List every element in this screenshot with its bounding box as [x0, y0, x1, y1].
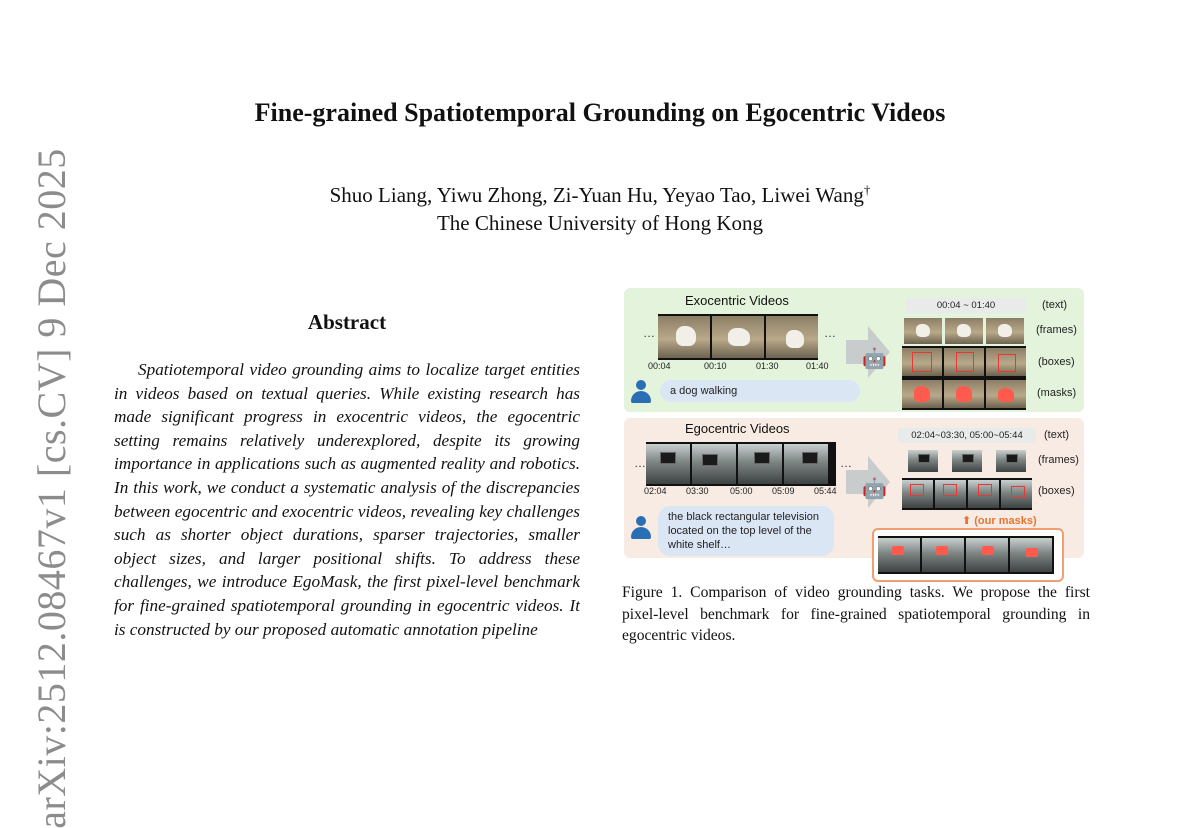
- output-label-boxes: (boxes): [1038, 356, 1075, 368]
- exo-timestamp: 00:04: [648, 361, 671, 371]
- user-icon: [630, 380, 652, 404]
- output-label-masks: (masks): [1037, 387, 1077, 399]
- ellipsis-right: …: [824, 326, 836, 340]
- exo-timestamp: 01:30: [756, 361, 779, 371]
- exo-output-masks: [902, 378, 1026, 410]
- robot-icon: 🤖: [862, 478, 887, 500]
- exo-output-frames: [904, 318, 1024, 344]
- ego-timestamp: 05:00: [730, 486, 753, 496]
- ellipsis-left: …: [634, 456, 646, 470]
- ellipsis-right: …: [840, 456, 852, 470]
- exo-frame: [766, 316, 818, 358]
- abstract-heading: Abstract: [307, 310, 387, 334]
- exo-output-boxes: [902, 346, 1026, 378]
- ego-output-frames: [908, 450, 1026, 472]
- figure-caption: Figure 1. Comparison of video grounding tasks. We propose the first pixel-level benchmark for fine-grained spatiotemporal grounding in egocentric videos.: [622, 584, 1090, 644]
- ego-timestamp: 02:04: [644, 486, 667, 496]
- our-masks-box: [872, 528, 1064, 582]
- exo-frame: [658, 316, 710, 358]
- ego-timestamp: 03:30: [686, 486, 709, 496]
- abstract-text: Spatiotemporal video grounding aims to localize target entities in videos based on textual queries. While existing research has made significant progress in exocentric videos, the egocentric setting remains relatively underexplored, despite its growing importance in applications such as augmented reality and robotics. In this work, we conduct a systematic analysis of the discrepancies between egocentric and exocentric videos, revealing key challenges such as shorter object durations, sparser trajectories, smaller object sizes, and larger positional shifts. To address these challenges, we introduce EgoMask, the first pixel-level benchmark for fine-grained spatiotemporal grounding in egocentric videos. It is constructed by our proposed automatic annotation pipeline: [114, 360, 580, 639]
- exocentric-panel: [624, 288, 1084, 412]
- our-masks-label: ⬆ (our masks): [962, 515, 1037, 527]
- egocentric-label: Egocentric Videos: [685, 421, 790, 436]
- arxiv-identifier-text: arXiv:2512.08467v1 [cs.CV] 9 Dec 2025: [28, 147, 74, 828]
- paper-title: Fine-grained Spatiotemporal Grounding on Egocentric Videos: [254, 98, 946, 127]
- output-label-text: (text): [1042, 299, 1068, 311]
- ego-output-boxes: [902, 478, 1032, 510]
- egocentric-filmstrip: [646, 442, 836, 486]
- robot-icon: 🤖: [862, 348, 887, 370]
- author-block: [0, 176, 1200, 237]
- ego-timestamp: 05:44: [814, 486, 837, 496]
- ego-time-range: 02:04~03:30, 05:00~05:44: [898, 428, 1036, 443]
- ego-query-bubble: the black rectangular television located on the top level of the white shelf…: [658, 506, 834, 556]
- ellipsis-left: …: [643, 326, 655, 340]
- output-label-frames: (frames): [1036, 324, 1077, 336]
- output-label-frames: (frames): [1038, 454, 1079, 466]
- user-icon: [630, 516, 652, 540]
- exo-timestamp: 00:10: [704, 361, 727, 371]
- exocentric-label: Exocentric Videos: [685, 293, 789, 308]
- exocentric-filmstrip: [658, 314, 818, 360]
- exo-time-range: 00:04 ~ 01:40: [906, 298, 1026, 313]
- author-list: [0, 176, 1200, 209]
- exo-frame: [712, 316, 764, 358]
- output-label-boxes: (boxes): [1038, 485, 1075, 497]
- author-footnote-mark: †: [863, 182, 871, 197]
- arxiv-identifier: [22, 147, 80, 828]
- exo-query-bubble: a dog walking: [660, 380, 860, 402]
- ego-output-masks: [878, 536, 1054, 574]
- author-names: Shuo Liang, Yiwu Zhong, Zi-Yuan Hu, Yeyao Tao, Liwei Wang: [329, 183, 864, 207]
- output-label-text: (text): [1044, 429, 1070, 441]
- exo-timestamp: 01:40: [806, 361, 829, 371]
- figure-1: [622, 288, 1090, 584]
- affiliation: The Chinese University of Hong Kong: [436, 211, 764, 235]
- ego-timestamp: 05:09: [772, 486, 795, 496]
